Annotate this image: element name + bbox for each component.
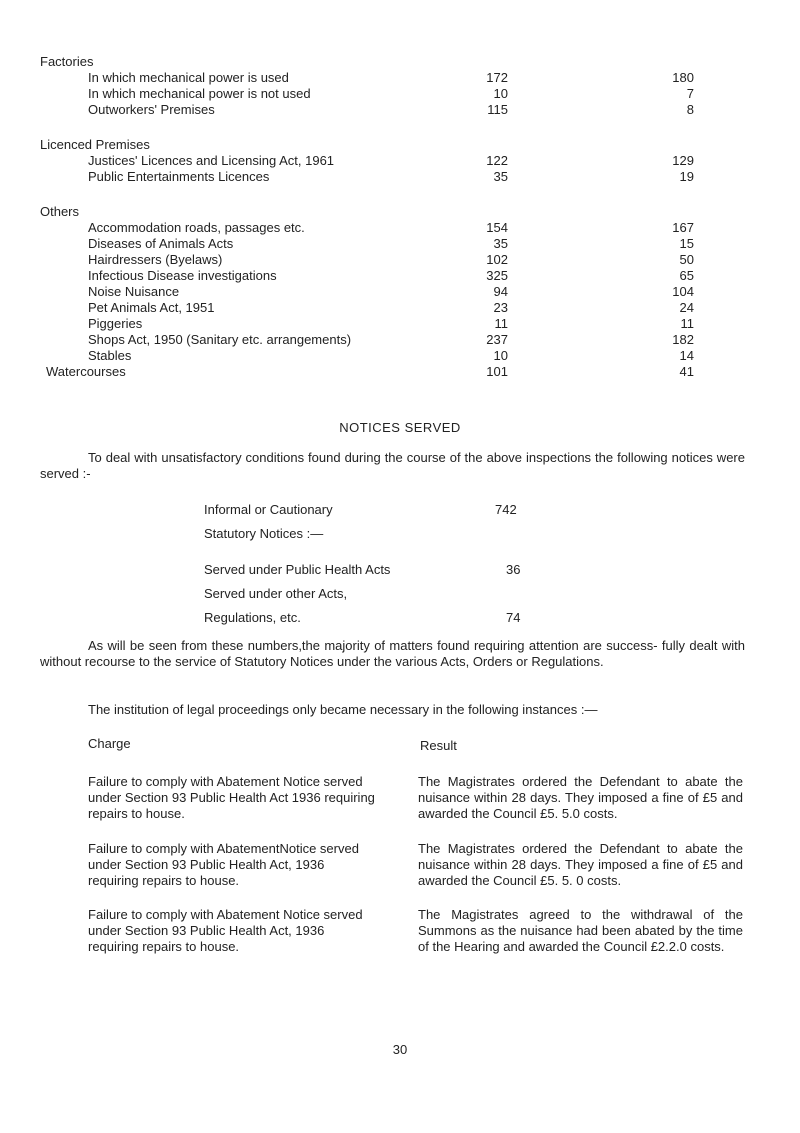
row-value-a: 23 xyxy=(493,300,508,315)
table-row xyxy=(0,169,800,185)
row-value-b: 24 xyxy=(679,300,694,315)
public-health-label: Served under Public Health Acts xyxy=(204,562,391,577)
row-label: Stables xyxy=(88,348,132,363)
other-acts-row-2 xyxy=(0,610,800,626)
other-label-1: Served under other Acts, xyxy=(204,586,348,601)
row-label: Hairdressers (Byelaws) xyxy=(88,252,223,267)
charge-header: Charge xyxy=(88,736,131,751)
row-value-b: 15 xyxy=(679,236,694,251)
row-value-a: 10 xyxy=(493,86,508,101)
result-header: Result xyxy=(420,738,457,753)
table-row xyxy=(0,332,800,348)
result-cell: The Magistrates ordered the Defendant to abate the nuisance within 28 days. They imposed a fine of £5 and awarded the Council £5. 5. 0 costs. xyxy=(418,841,743,888)
row-value-b: 14 xyxy=(679,348,694,363)
row-value-a: 154 xyxy=(486,220,508,235)
section-title: NOTICES SERVED xyxy=(339,420,461,435)
group-title-others: Others xyxy=(40,204,80,219)
table-row xyxy=(0,70,800,86)
row-label: Public Entertainments Licences xyxy=(88,169,270,184)
table-row xyxy=(0,316,800,332)
table-row xyxy=(0,252,800,268)
other-acts-row xyxy=(0,586,800,602)
result-cell: The Magistrates agreed to the withdrawal of the Summons as the nuisance had been abated by the time of the Hearing and awarded the Council £2.2.0 costs. xyxy=(418,907,743,954)
row-label: Diseases of Animals Acts xyxy=(88,236,234,251)
legal-intro: The institution of legal proceedings only became necessary in the following instances :— xyxy=(88,702,598,717)
row-value-b: 180 xyxy=(672,70,694,85)
group-title-licenced-premises: Licenced Premises xyxy=(40,137,150,152)
table-row-watercourses xyxy=(0,364,800,380)
charge-cell: Failure to comply with Abatement Notice served under Section 93 Public Health Act 1936 requiring repairs to house. xyxy=(88,774,375,821)
table-row xyxy=(0,348,800,364)
row-value-b: 182 xyxy=(672,332,694,347)
row-value-a: 35 xyxy=(493,236,508,251)
row-value-a: 11 xyxy=(494,316,508,331)
table-row xyxy=(0,284,800,300)
row-label: In which mechanical power is not used xyxy=(88,86,311,101)
row-value-a: 101 xyxy=(486,364,508,379)
charge-cell: Failure to comply with AbatementNotice served under Section 93 Public Health Act, 1936 requiring repairs to house. xyxy=(88,841,359,888)
informal-value: 742 xyxy=(495,502,517,517)
row-label: Outworkers' Premises xyxy=(88,102,215,117)
row-value-b: 41 xyxy=(679,364,694,379)
row-value-b: 7 xyxy=(686,86,694,101)
row-value-a: 35 xyxy=(493,169,508,184)
group-title-factories: Factories xyxy=(40,54,94,69)
row-value-a: 325 xyxy=(486,268,508,283)
row-value-a: 10 xyxy=(493,348,508,363)
row-label: In which mechanical power is used xyxy=(88,70,289,85)
row-value-a: 115 xyxy=(487,102,508,117)
result-cell: The Magistrates ordered the Defendant to abate the nuisance within 28 days. They imposed a fine of £5 and awarded the Council £5. 5.0 costs. xyxy=(418,774,743,821)
statutory-heading-row xyxy=(0,526,800,542)
row-value-b: 11 xyxy=(680,316,694,331)
informal-notices-row xyxy=(0,502,800,518)
row-label: Infectious Disease investigations xyxy=(88,268,277,283)
row-label: Shops Act, 1950 (Sanitary etc. arrangements) xyxy=(88,332,352,347)
notices-conclusion: As will be seen from these numbers,the majority of matters found requiring attention are success- fully dealt with without recourse to the service of Statutory Notices under the various Acts, Orders or Regulations. xyxy=(40,638,745,669)
other-value: 74 xyxy=(506,610,521,625)
row-value-b: 167 xyxy=(672,220,694,235)
statutory-label: Statutory Notices :— xyxy=(204,526,324,541)
notices-intro: To deal with unsatisfactory conditions found during the course of the above inspections the following notices were served :- xyxy=(40,450,745,481)
row-label: Accommodation roads, passages etc. xyxy=(88,220,305,235)
table-row xyxy=(0,220,800,236)
row-value-a: 102 xyxy=(486,252,508,267)
public-health-row xyxy=(0,562,800,578)
other-label-2: Regulations, etc. xyxy=(204,610,301,625)
table-row xyxy=(0,86,800,102)
row-value-b: 65 xyxy=(679,268,694,283)
row-value-b: 104 xyxy=(672,284,694,299)
row-label: Justices' Licences and Licensing Act, 1961 xyxy=(88,153,335,168)
table-row xyxy=(0,102,800,118)
charge-cell: Failure to comply with Abatement Notice served under Section 93 Public Health Act, 1936 requiring repairs to house. xyxy=(88,907,363,954)
row-label: Pet Animals Act, 1951 xyxy=(88,300,215,315)
informal-label: Informal or Cautionary xyxy=(204,502,333,517)
row-label: Noise Nuisance xyxy=(88,284,180,299)
table-row xyxy=(0,268,800,284)
row-label: Watercourses xyxy=(46,364,126,379)
row-value-b: 129 xyxy=(672,153,694,168)
row-value-a: 237 xyxy=(486,332,508,347)
row-label: Piggeries xyxy=(88,316,143,331)
row-value-a: 94 xyxy=(493,284,508,299)
page-number: 30 xyxy=(392,1042,408,1057)
table-row xyxy=(0,153,800,169)
table-row xyxy=(0,300,800,316)
row-value-a: 122 xyxy=(486,153,508,168)
row-value-b: 50 xyxy=(679,252,694,267)
row-value-b: 19 xyxy=(679,169,694,184)
public-health-value: 36 xyxy=(506,562,521,577)
row-value-b: 8 xyxy=(686,102,694,117)
row-value-a: 172 xyxy=(486,70,508,85)
table-row xyxy=(0,236,800,252)
